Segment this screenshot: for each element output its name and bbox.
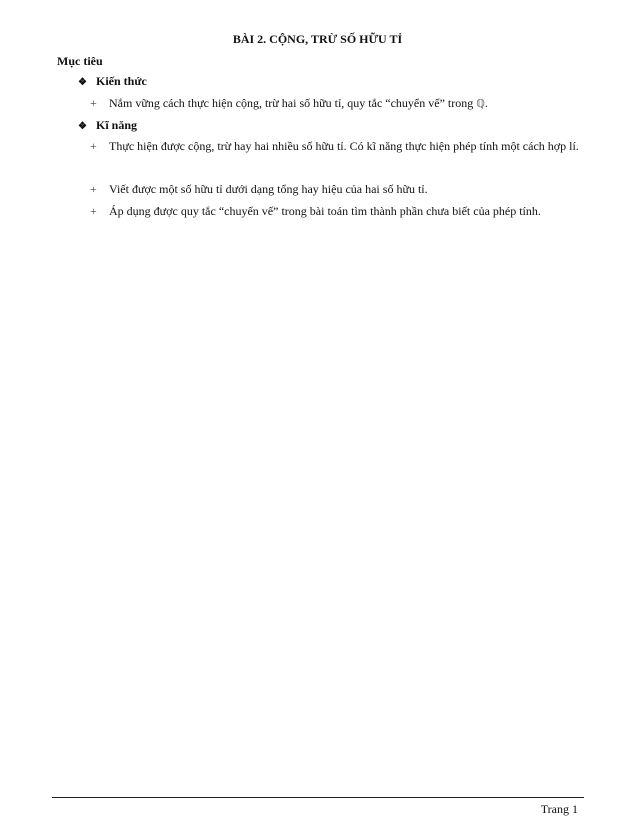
- plus-bullet-icon: +: [90, 96, 97, 110]
- plus-bullet-icon: +: [90, 204, 97, 218]
- footer-divider: [52, 797, 584, 798]
- diamond-bullet-icon: ❖: [78, 121, 87, 132]
- subheading-knowledge: [78, 73, 147, 91]
- subheading-knowledge-label: Kiến thức: [96, 74, 147, 88]
- page-number: Trang 1: [540, 802, 578, 816]
- knowledge-item-1: [90, 92, 582, 115]
- skills-item-3-text: Áp dụng được quy tắc “chuyển vế” trong bài toán tìm thành phần chưa biết của phép tính.: [109, 204, 541, 218]
- skills-item-2-text: Viết được một số hữu tỉ dưới dạng tổng hay hiệu của hai số hữu tỉ.: [109, 182, 428, 196]
- subheading-skills-label: Kĩ năng: [96, 118, 138, 132]
- diamond-bullet-icon: ❖: [78, 77, 87, 88]
- knowledge-item-1-text: Nắm vững cách thực hiện cộng, trừ hai số hữu tỉ, quy tắc “chuyển vế” trong: [109, 96, 474, 110]
- skills-item-3: [90, 200, 582, 222]
- subheading-skills: [78, 117, 137, 135]
- skills-item-1: [90, 135, 582, 157]
- plus-bullet-icon: +: [90, 139, 97, 153]
- knowledge-item-text: [109, 92, 582, 115]
- section-heading-objectives: Mục tiêu: [57, 54, 103, 68]
- skills-item-2: [90, 178, 582, 200]
- rational-set-symbol: ℚ: [476, 97, 485, 110]
- skills-item-1-text: Thực hiện được cộng, trừ hay hai nhiều số hữu tỉ. Có kĩ năng thực hiện phép tính một cách hợp lí.: [109, 139, 579, 153]
- knowledge-item-1-end: .: [484, 96, 488, 110]
- plus-bullet-icon: +: [90, 182, 97, 196]
- page-title: BÀI 2. CỘNG, TRỪ SỐ HỮU TỈ: [232, 32, 403, 46]
